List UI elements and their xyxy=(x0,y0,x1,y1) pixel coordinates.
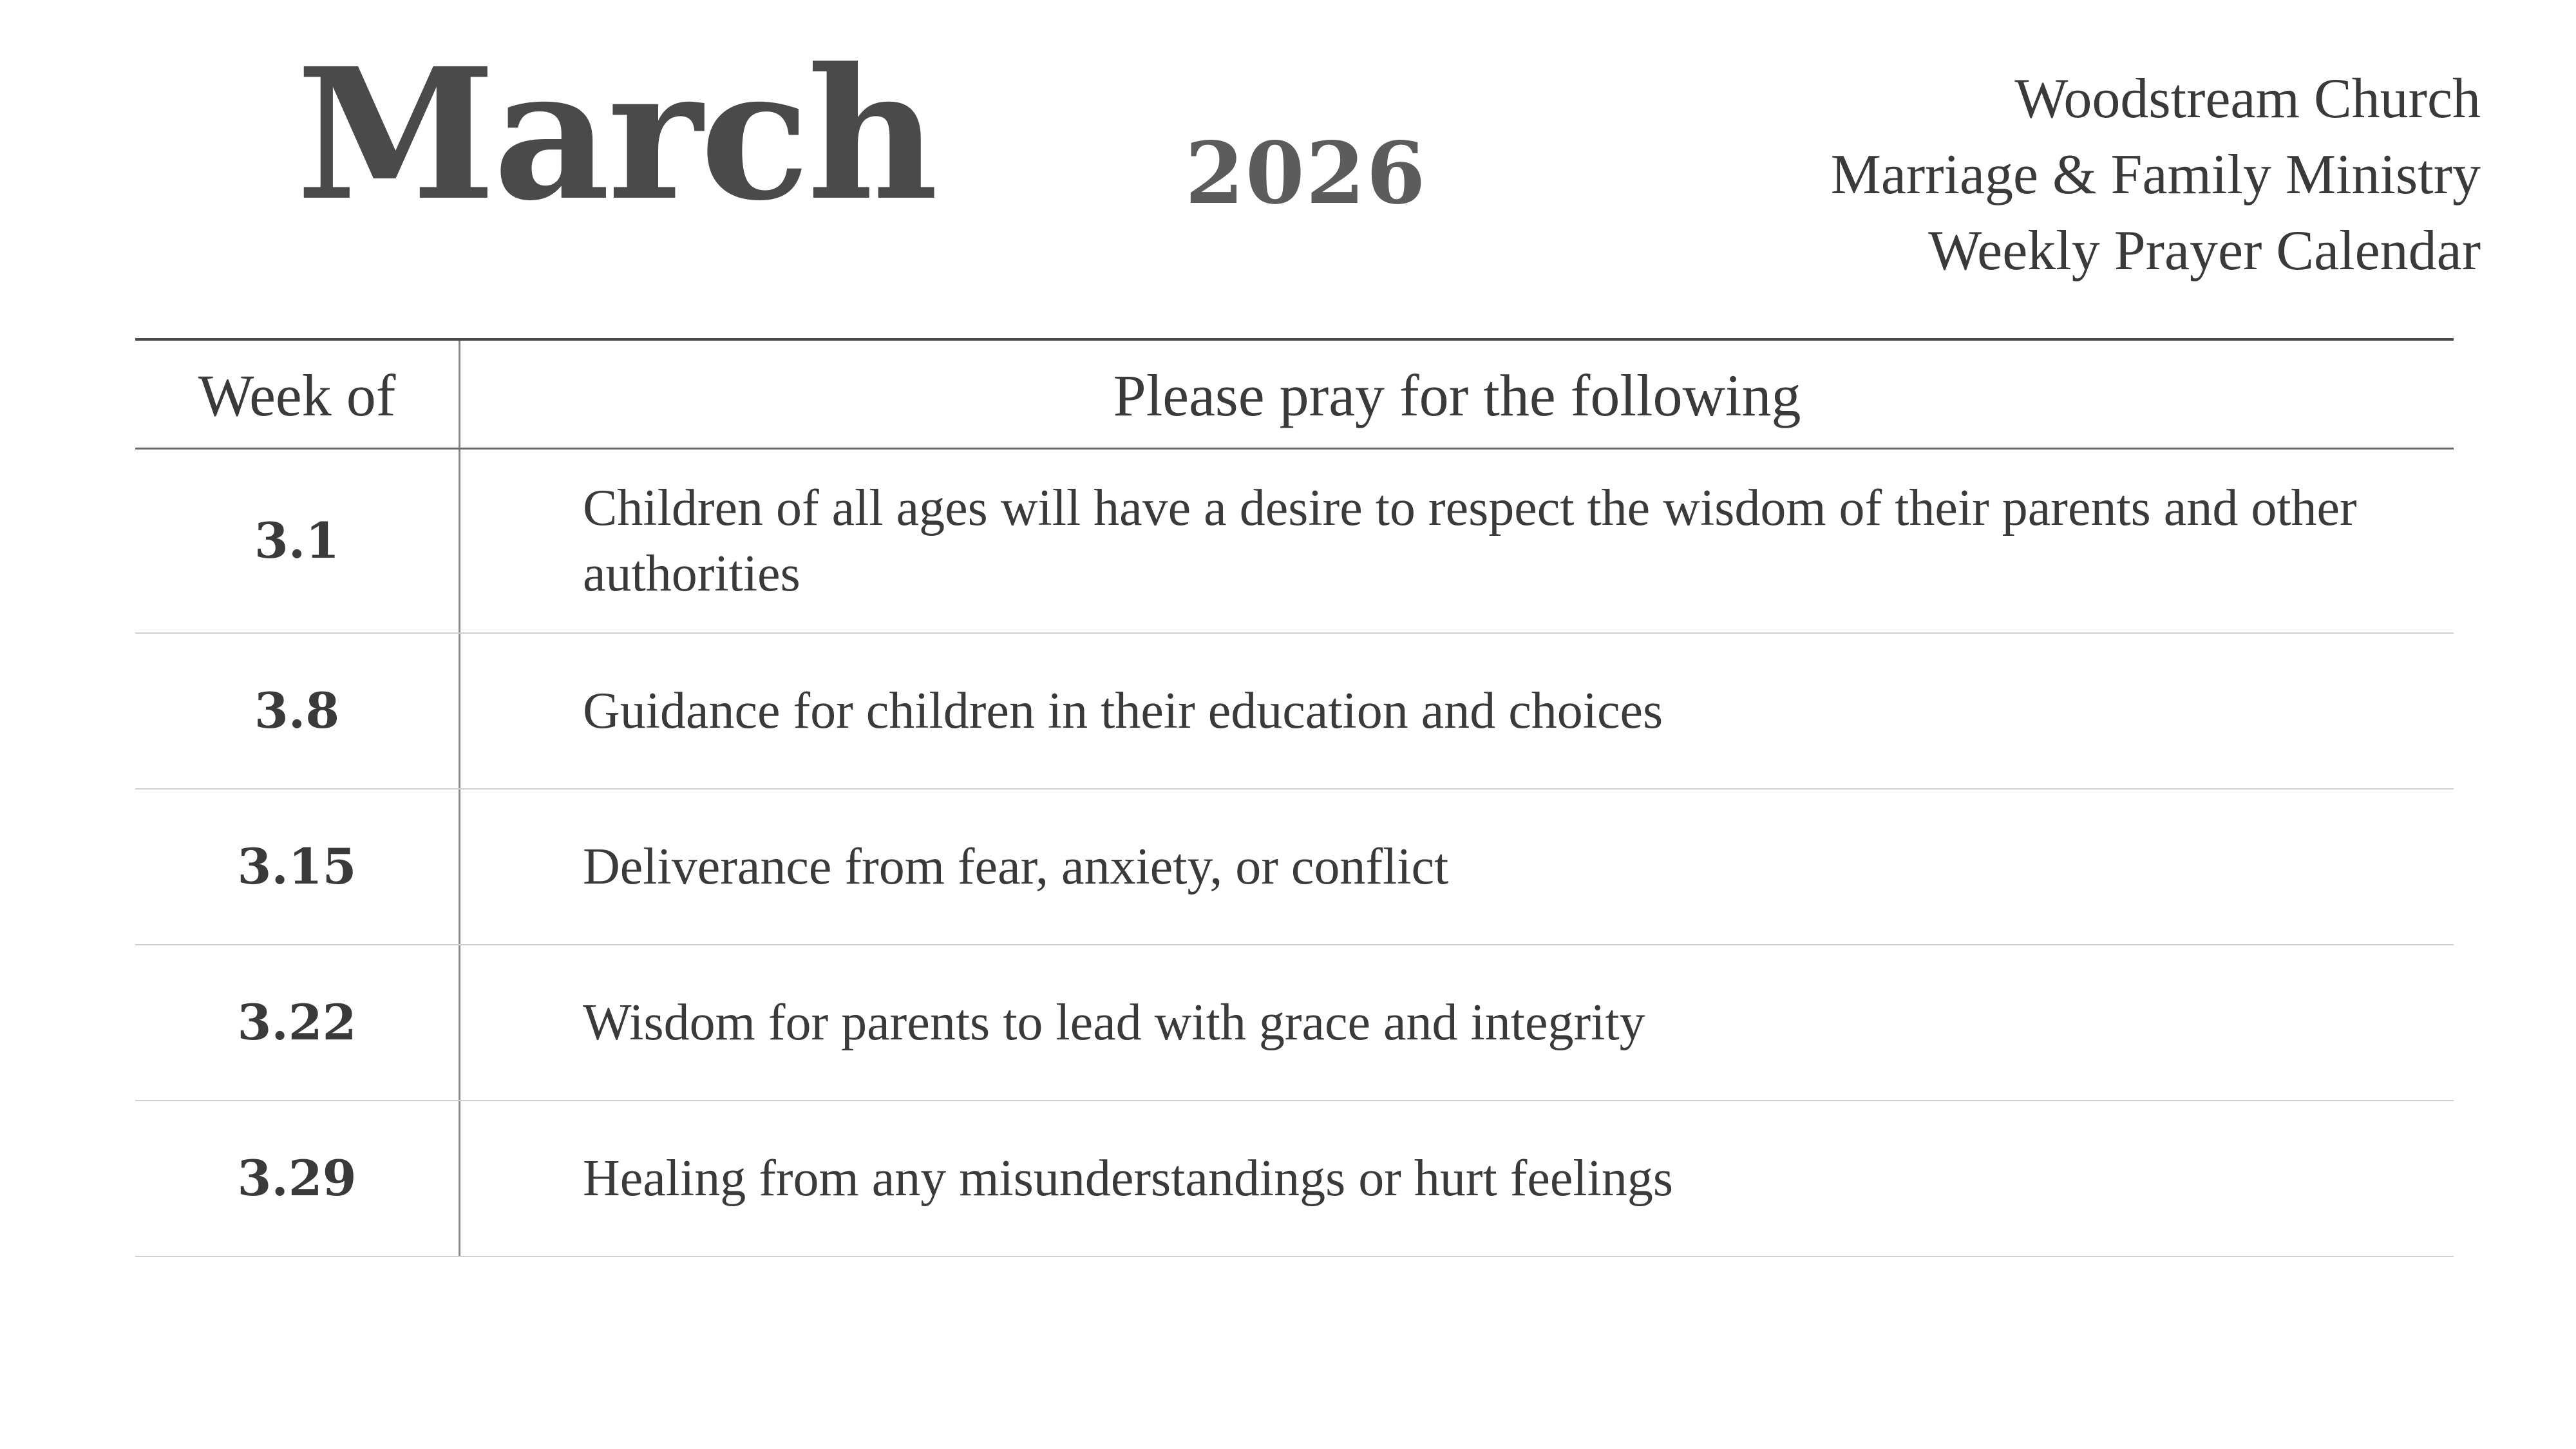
header-cell-week xyxy=(135,341,460,448)
row-request-cell xyxy=(460,790,2454,944)
table-row xyxy=(135,790,2454,944)
week-label: 3.8 xyxy=(254,682,340,739)
column-header-week: Week of xyxy=(198,363,396,428)
prayer-request-text: Guidance for children in their education and choices xyxy=(583,683,1663,739)
row-week-cell xyxy=(135,945,460,1100)
week-label: 3.15 xyxy=(237,838,357,895)
month-title: March xyxy=(296,29,936,241)
week-label: 3.22 xyxy=(237,994,357,1051)
table-row xyxy=(135,1101,2454,1256)
table-row xyxy=(135,634,2454,788)
prayer-request-text: Children of all ages will have a desire to respect the wisdom of their parents and other authorities xyxy=(583,480,2357,602)
row-week-cell xyxy=(135,1101,460,1256)
organization-block xyxy=(1831,61,2481,289)
org-name: Woodstream Church xyxy=(2014,68,2481,130)
row-request-cell xyxy=(460,945,2454,1100)
prayer-request-text: Deliverance from fear, anxiety, or conflict xyxy=(583,838,1449,895)
table-header-row xyxy=(135,341,2454,448)
row-week-cell xyxy=(135,634,460,788)
row-week-cell xyxy=(135,790,460,944)
prayer-request-text: Wisdom for parents to lead with grace and integrity xyxy=(583,994,1645,1051)
row-week-cell xyxy=(135,450,460,632)
row-request-cell xyxy=(460,1101,2454,1256)
header-cell-body xyxy=(460,341,2454,448)
year-title: 2026 xyxy=(1185,124,1427,223)
prayer-request-text: Healing from any misunderstandings or hurt feelings xyxy=(583,1150,1673,1207)
row-request-cell xyxy=(460,634,2454,788)
ministry-name: Marriage & Family Ministry xyxy=(1830,144,2481,206)
week-label: 3.29 xyxy=(237,1150,357,1207)
table-row xyxy=(135,450,2454,632)
page-header xyxy=(0,0,2576,322)
column-header-request: Please pray for the following xyxy=(1113,363,1801,428)
calendar-table xyxy=(135,338,2454,1257)
week-label: 3.1 xyxy=(254,512,340,569)
document-subtitle: Weekly Prayer Calendar xyxy=(1928,220,2481,282)
table-row xyxy=(135,945,2454,1100)
table-bottom-rule xyxy=(135,1256,2454,1257)
row-request-cell xyxy=(460,450,2454,632)
